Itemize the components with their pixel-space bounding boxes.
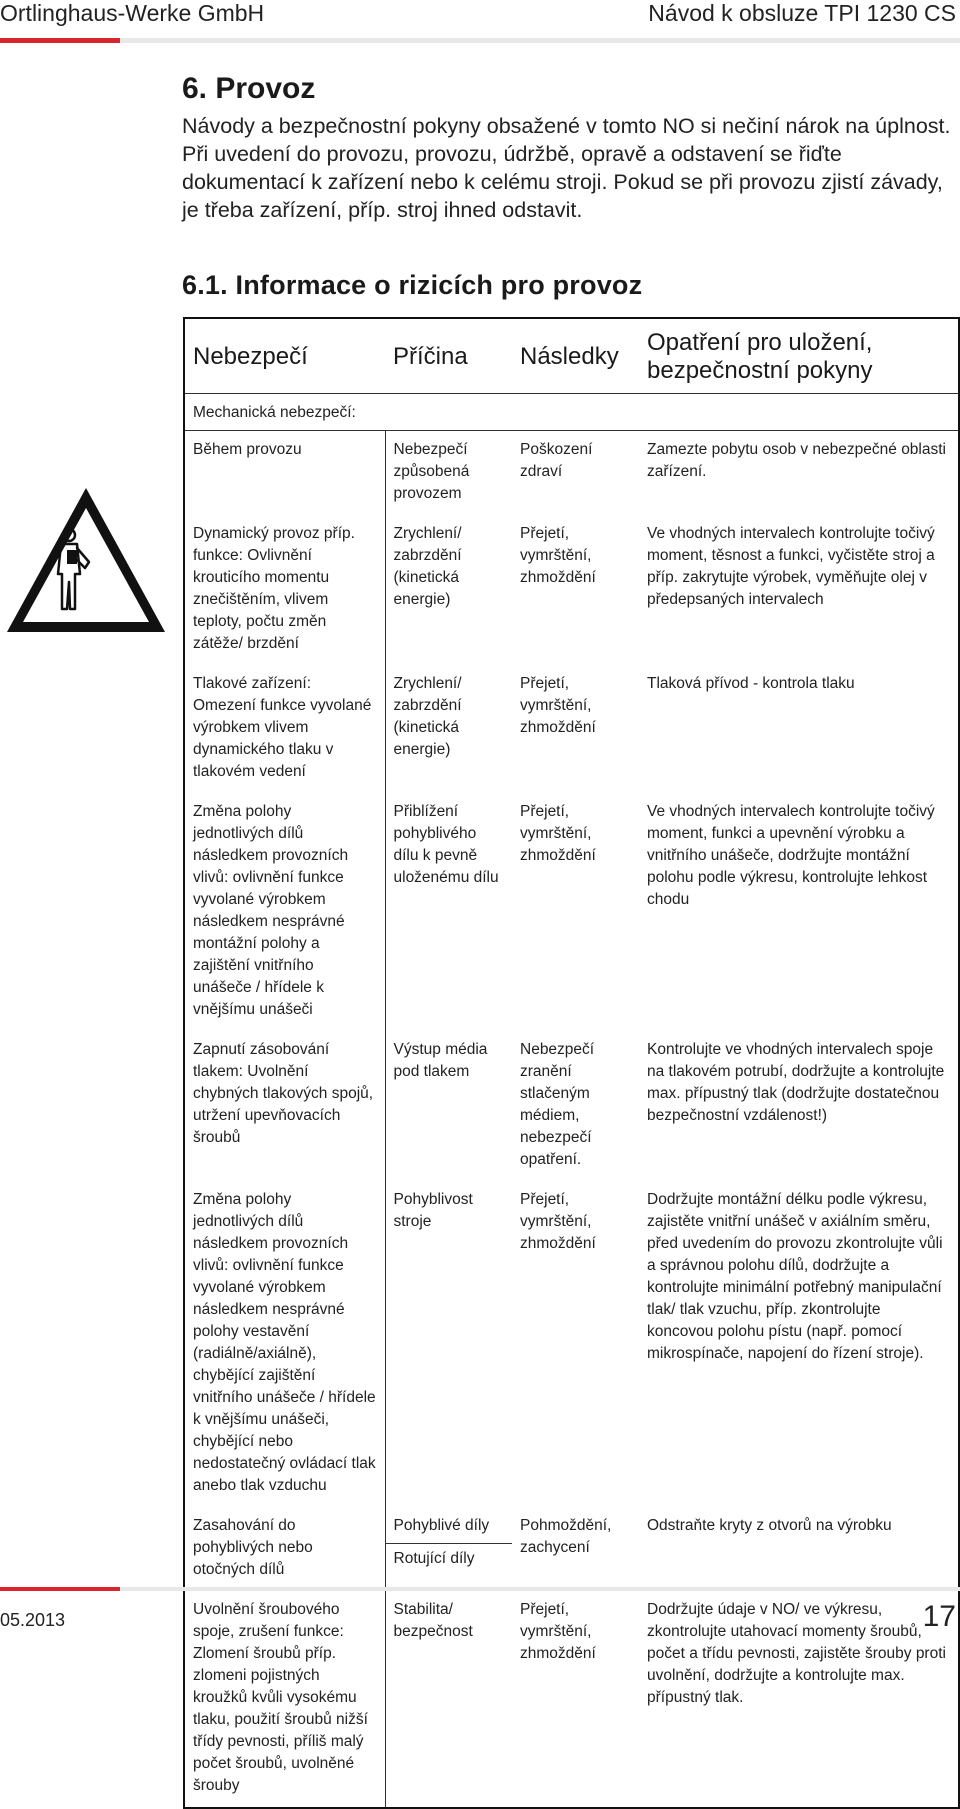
risk-table bbox=[183, 317, 960, 1809]
header-accent-rule bbox=[0, 38, 120, 43]
table-row bbox=[184, 665, 959, 793]
cell-consequence: Přejetí, vymrštění, zhmoždění bbox=[512, 1591, 639, 1808]
table-row bbox=[184, 1031, 959, 1181]
header-consequence: Následky bbox=[512, 318, 639, 394]
cell-cause: Stabilita/ bezpečnost bbox=[385, 1591, 512, 1808]
section-title: 6. Provoz bbox=[182, 72, 316, 105]
cell-hazard: Během provozu bbox=[184, 431, 385, 516]
table-row bbox=[184, 1507, 959, 1591]
hazard-person-warning-icon bbox=[3, 484, 169, 636]
table-header-row bbox=[184, 318, 959, 394]
subsection-title: 6.1. Informace o rizicích pro provoz bbox=[182, 270, 643, 300]
cell-consequence: Pohmoždění, zachycení bbox=[520, 1517, 612, 1556]
footer-rule bbox=[0, 1587, 960, 1591]
cell-hazard: Uvolnění šroubového spoje, zrušení funkce: Zlomení šroubů příp. zlomeni pojistných kroužků kvůli vysokému tlaku, použití šroubů nižší třídy pevnosti, příliš malý počet šroubů, uvolněné šrouby bbox=[184, 1591, 385, 1808]
cell-consequence: Přejetí, vymrštění, zhmoždění bbox=[520, 675, 596, 736]
cell-hazard: Zasahování do pohyblivých nebo otočných dílů bbox=[184, 1507, 385, 1591]
cell-cause bbox=[385, 1507, 512, 1591]
header-hazard: Nebezpečí bbox=[184, 318, 385, 394]
cell-hazard: Změna polohy jednotlivých dílů následkem provozních vlivů: ovlivnění funkce vyvolané výrobkem následkem nesprávné polohy vestavění (radiálně/axiálně), chybějící zajištění vnitřního unášeče / hřídele k vnějšímu unášeči, chybějící nebo nedostatečný ovládací tlak anebo tlak vzduchu bbox=[184, 1181, 385, 1507]
cell-cause-main: Pohyblivé díly bbox=[393, 1517, 490, 1534]
table-group-row bbox=[184, 394, 959, 431]
table-row bbox=[184, 1591, 959, 1808]
table-row bbox=[184, 1181, 959, 1507]
cell-consequence: Přejetí, vymrštění, zhmoždění bbox=[520, 1191, 596, 1252]
cell-hazard: Změna polohy jednotlivých dílů následkem provozních vlivů: ovlivnění funkce vyvolané výrobkem následkem nesprávné montážní polohy a zajištění vnitřního unášeče / hřídele k vnějšímu unášeči bbox=[184, 793, 385, 1031]
company-name: Ortlinghaus-Werke GmbH bbox=[0, 0, 265, 26]
cell-measures: Tlaková přívod - kontrola tlaku bbox=[639, 665, 959, 793]
cell-consequence: Nebezpečí zranění stlačeným médiem, nebezpečí opatření. bbox=[520, 1041, 595, 1168]
header-measures: Opatření pro uložení, bezpečnostní pokyny bbox=[639, 318, 959, 394]
page-number: 17 bbox=[922, 1600, 956, 1633]
cell-cause: Zrychlení/ zabrzdění (kinetická energie) bbox=[393, 525, 462, 608]
footer-date: 05.2013 bbox=[0, 1610, 66, 1630]
cell-measures: Kontrolujte ve vhodných intervalech spoje na tlakovém potrubí, dodržujte a kontrolujte max. přípustný tlak (dodržujte dostatečnou bezpečnostní vzdálenost!) bbox=[639, 1031, 959, 1181]
cell-cause: Výstup média pod tlakem bbox=[393, 1041, 488, 1080]
cell-measures: Zamezte pobytu osob v nebezpečné oblasti zařízení. bbox=[639, 431, 959, 516]
header-rule bbox=[0, 38, 960, 43]
cell-consequence: Poškození zdraví bbox=[520, 441, 593, 480]
table-row bbox=[184, 793, 959, 1031]
cell-measures: Dodržujte údaje v NO/ ve výkresu, zkontrolujte utahovací momenty šroubů, počet a třídu pevnosti, zajistěte šrouby proti uvolnění, dodržujte a kontrolujte max. přípustný tlak. bbox=[639, 1591, 959, 1808]
table-row bbox=[184, 515, 959, 665]
cell-cause: Nebezpečí způsobená provozem bbox=[393, 441, 470, 502]
cell-measures: Odstraňte kryty z otvorů na výrobku bbox=[639, 1507, 959, 1591]
cell-cause: Pohyblivost stroje bbox=[393, 1191, 473, 1230]
cell-cause: Zrychlení/ zabrzdění (kinetická energie) bbox=[393, 675, 462, 758]
cell-hazard: Dynamický provoz příp. funkce: Ovlivnění krouticího momentu znečištěním, vlivem teploty, počtu změn zátěže/ brzdění bbox=[184, 515, 385, 665]
cell-consequence: Přejetí, vymrštění, zhmoždění bbox=[520, 803, 596, 864]
footer-accent-rule bbox=[0, 1587, 120, 1591]
cell-measures: Dodržujte montážní délku podle výkresu, zajistěte vnitřní unášeč v axiálním směru, před uvedením do provozu zkontrolujte vůli a správnou polohu dílů, dodržujte a kontrolujte minimální potřebný manipulační tlak/ tlak vzuchu, příp. zkontrolujte koncovou polohu pístu (např. pomocí mikrospínače, napojení do řízení stroje). bbox=[639, 1181, 959, 1507]
document-title: Návod k obsluze TPI 1230 CS bbox=[648, 0, 956, 26]
cell-consequence: Přejetí, vymrštění, zhmoždění bbox=[520, 525, 596, 586]
cell-hazard: Tlakové zařízení: Omezení funkce vyvolané výrobkem vlivem dynamického tlaku v tlakovém vedení bbox=[184, 665, 385, 793]
group-label: Mechanická nebezpečí: bbox=[184, 394, 959, 431]
cell-measures: Ve vhodných intervalech kontrolujte točivý moment, funkci a upevnění výrobku a vnitřního unášeče, dodržujte montážní polohu podle výkresu, kontrolujte lehkost chodu bbox=[639, 793, 959, 1031]
section-intro: Návody a bezpečnostní pokyny obsažené v tomto NO si nečiní nárok na úplnost. Při uvedení do provozu, provozu, údržbě, opravě a odstavení se řiďte dokumentací k zařízení nebo k celému stroji. Pokud se při provozu zjistí závady, je třeba zařízení, příp. stroj ihned odstavit. bbox=[182, 114, 951, 222]
cell-hazard: Zapnutí zásobování tlakem: Uvolnění chybných tlakových spojů, utržení upevňovacích šroubů bbox=[184, 1031, 385, 1181]
header-cause: Příčina bbox=[385, 318, 512, 394]
cell-cause: Přiblížení pohyblivého dílu k pevně uloženému dílu bbox=[393, 803, 499, 886]
cell-cause-extra: Rotující díly bbox=[386, 1543, 513, 1570]
table-row bbox=[184, 431, 959, 516]
cell-measures: Ve vhodných intervalech kontrolujte točivý moment, těsnost a funkci, vyčistěte stroj a příp. zakrytujte výrobek, vyměňujte olej v předepsaných intervalech bbox=[639, 515, 959, 665]
